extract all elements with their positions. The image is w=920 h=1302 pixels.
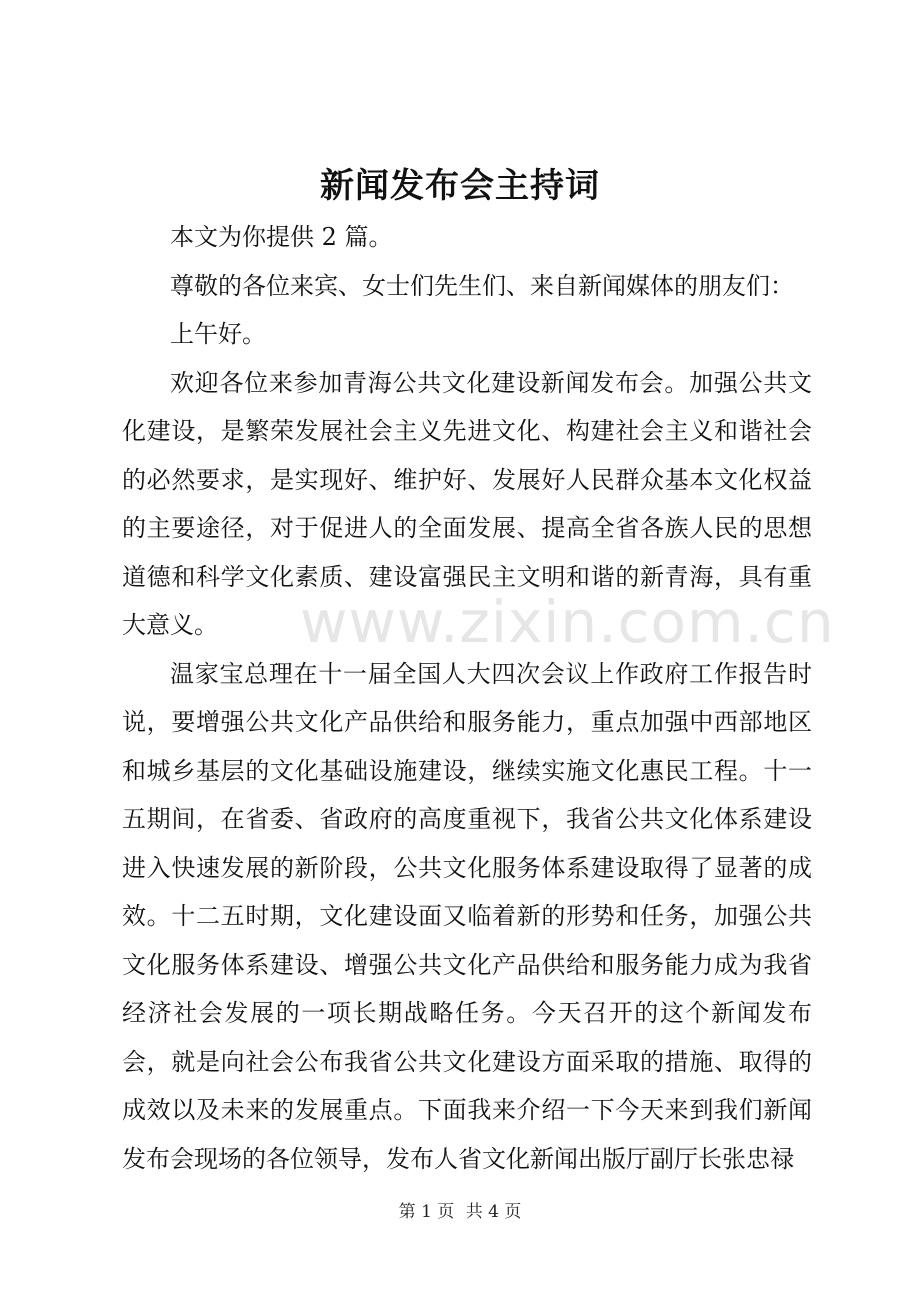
page-footer [0, 1198, 920, 1226]
page-total: 共 4 页 [465, 1202, 522, 1222]
page-number: 第 1 页 [398, 1202, 455, 1222]
paragraph-salutation: 尊敬的各位来宾、女士们先生们、来自新闻媒体的朋友们： [170, 271, 794, 300]
paragraph-intro: 本文为你提供 2 篇。 [170, 223, 393, 251]
document-body [122, 213, 812, 1183]
watermark: www.zixin.com.cn [300, 588, 835, 656]
paragraph-main: 温家宝总理在十一届全国人大四次会议上作政府工作报告时说，要增强公共文化产品供给和服务能力，重点加强中西部地区和城乡基层的文化基础设施建设，继续实施文化惠民工程。十一五期间，在省委、省政府的高度重视下，我省公共文化体系建设进入快速发展的新阶段，公共文化服务体系建设取得了显著的成效。十二五时期，文化建设面又临着新的形势和任务，加强公共文化服务体系建设、增强公共文化产品供给和服务能力成为我省经济社会发展的一项长期战略任务。今天召开的这个新闻发布会，就是向社会公布我省公共文化建设方面采取的措施、取得的成效以及未来的发展重点。下面我来介绍一下今天来到我们新闻发布会现场的各位领导，发布人省文化新闻出版厅副厅长张忠禄 [122, 659, 812, 1173]
paragraph-greeting: 上午好。 [170, 320, 266, 348]
paragraph-welcome: 欢迎各位来参加青海公共文化建设新闻发布会。加强公共文化建设，是繁荣发展社会主义先进文化、构建社会主义和谐社会的必然要求，是实现好、维护好、发展好人民群众基本文化权益的主要途径，对于促进人的全面发展、提高全省各族人民的思想道德和科学文化素质、建设富强民主文明和谐的新青海，具有重大意义。 [122, 368, 812, 639]
document-title: 新闻发布会主持词 [320, 166, 600, 206]
